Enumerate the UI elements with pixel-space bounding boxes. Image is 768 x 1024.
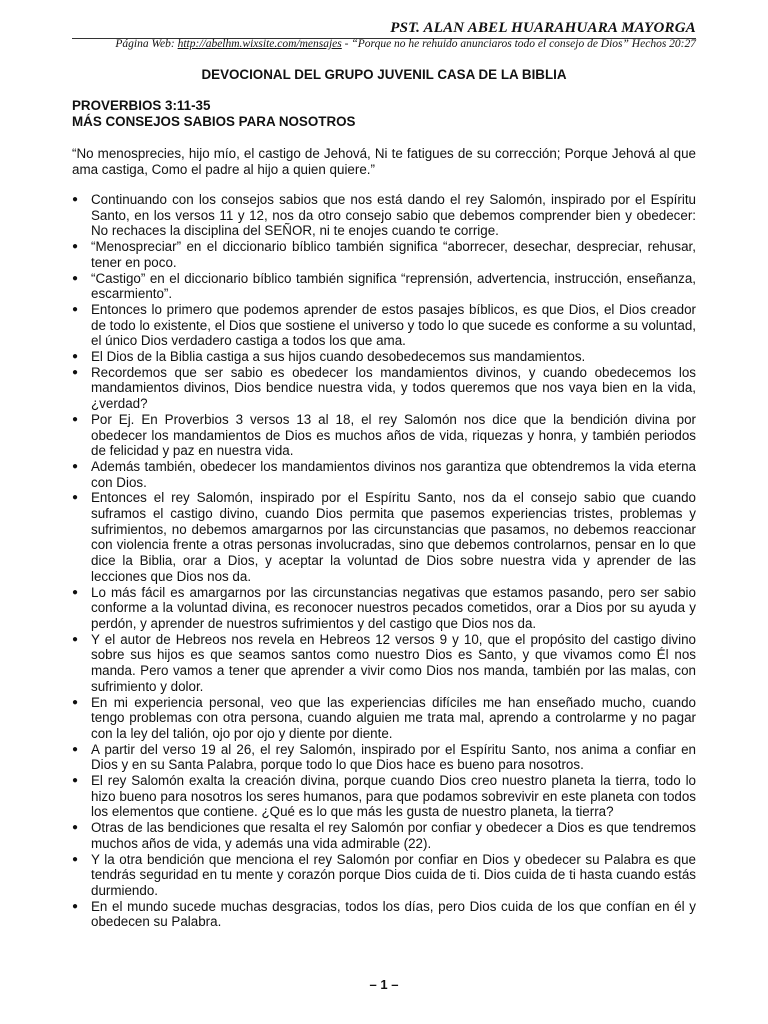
header-subline [72,38,696,50]
page-number: – 1 – [369,977,399,992]
scripture-heading [72,98,355,130]
list-item: ● En el mundo sucede muchas desgracias, todos los días, pero Dios cuida de los que confían en él y obedecen su Palabra. [72,899,696,930]
header-separator: - [344,38,349,50]
web-link[interactable]: http://abelhm.wixsite.com/mensajes [177,38,342,50]
header-quote: “Porque no he rehuido anunciaros todo el consejo de Dios” Hechos 20:27 [351,38,696,50]
header-author: PST. ALAN ABEL HUARAHUARA MAYORGA [390,20,696,36]
list-item: ● Además también, obedecer los mandamientos divinos nos garantiza que obtendremos la vida eterna con Dios. [72,459,696,490]
verse-quote: “No menosprecies, hijo mío, el castigo de Jehová, Ni te fatigues de su corrección; Porque Jehová al que ama castiga, Como el padre al hijo a quien quiere.” [72,146,696,178]
document-title: DEVOCIONAL DEL GRUPO JUVENIL CASA DE LA BIBLIA [201,67,567,82]
list-item: ● Lo más fácil es amargarnos por las circunstancias negativas que estamos pasando, pero ser sabio conforme a la voluntad divina, es reconocer nuestros pecados cometidos, orar a Dios por su ayuda y perdón, y aprender de nuestros sufrimientos y del castigo que Dios nos da. [72,585,696,632]
section-subtitle: MÁS CONSEJOS SABIOS PARA NOSOTROS [72,114,356,129]
list-item: ● En mi experiencia personal, veo que las experiencias difíciles me han enseñado mucho, cuando tengo problemas con otra persona, cuando alguien me trata mal, aprendo a controlarme y no pagar con la ley del talión, ojo por ojo y diente por diente. [72,695,696,742]
list-item: ● Continuando con los consejos sabios que nos está dando el rey Salomón, inspirado por el Espíritu Santo, en los versos 11 y 12, nos da otro consejo sabio que debemos comprender bien y obedecer: No rechaces la disciplina del SEÑOR, ni te enojes cuando te corrige. [72,192,696,239]
list-item: ● Por Ej. En Proverbios 3 versos 13 al 18, el rey Salomón nos dice que la bendición divina por obedecer los mandamientos de Dios es muchos años de vida, riquezas y honra, y también periodos de felicidad y paz en nuestra vida. [72,412,696,459]
bullet-list [72,192,696,930]
list-item: ● Otras de las bendiciones que resalta el rey Salomón por confiar y obedecer a Dios es que tendremos muchos años de vida, y además una vida admirable (22). [72,820,696,851]
list-item: ● Y el autor de Hebreos nos revela en Hebreos 12 versos 9 y 10, que el propósito del castigo divino sobre sus hijos es que seamos santos como nuestro Dios es Santo, y que vivamos como Él nos manda. Pero vamos a tener que aprender a vivir como Dios nos manda, también por las malas, con sufrimiento y dolor. [72,632,696,695]
web-label: Página Web: [115,38,175,50]
list-item: ● El rey Salomón exalta la creación divina, porque cuando Dios creo nuestro planeta la tierra, todo lo hizo bueno para nosotros los seres humanos, para que podamos sobrevivir en este planeta con todos los elementos que contiene. ¿Qué es lo que más les gusta de nuestro planeta, la tierra? [72,773,696,820]
list-item: ● Entonces lo primero que podemos aprender de estos pasajes bíblicos, es que Dios, el Dios creador de todo lo existente, el Dios que sostiene el universo y todo lo que sucede es conforme a su voluntad, el único Dios verdadero castiga a todos los que ama. [72,302,696,349]
list-item: ● Recordemos que ser sabio es obedecer los mandamientos divinos, y cuando obedecemos los mandamientos divinos, Dios bendice nuestra vida, y todos queremos que nos vaya bien en la vida, ¿verdad? [72,365,696,412]
list-item: ● A partir del verso 19 al 26, el rey Salomón, inspirado por el Espíritu Santo, nos anima a confiar en Dios y en su Santa Palabra, porque todo lo que Dios hace es bueno para nosotros. [72,742,696,773]
list-item: ● Y la otra bendición que menciona el rey Salomón por confiar en Dios y obedecer su Palabra es que tendrás seguridad en tu mente y corazón porque Dios cuida de ti. Dios cuida de ti hasta cuando estás durmiendo. [72,852,696,899]
list-item: ● “Menospreciar” en el diccionario bíblico también significa “aborrecer, desechar, despreciar, rehusar, tener en poco. [72,239,696,270]
list-item: ● “Castigo” en el diccionario bíblico también significa “reprensión, advertencia, instrucción, enseñanza, escarmiento”. [72,271,696,302]
list-item: ● El Dios de la Biblia castiga a sus hijos cuando desobedecemos sus mandamientos. [72,349,696,365]
scripture-reference: PROVERBIOS 3:11-35 [72,98,211,113]
list-item: ● Entonces el rey Salomón, inspirado por el Espíritu Santo, nos da el consejo sabio que cuando suframos el castigo divino, cuando Dios permita que pasemos experiencias tristes, problemas y sufrimientos, no debemos amargarnos por las circunstancias que pasamos, no debemos reaccionar con violencia frente a otras personas involucradas, sino que debemos controlarnos, pensar en lo que dice la Biblia, orar a Dios, y aceptar la voluntad de Dios sobre nuestra vida y aprender de las lecciones que Dios nos da. [72,490,696,584]
